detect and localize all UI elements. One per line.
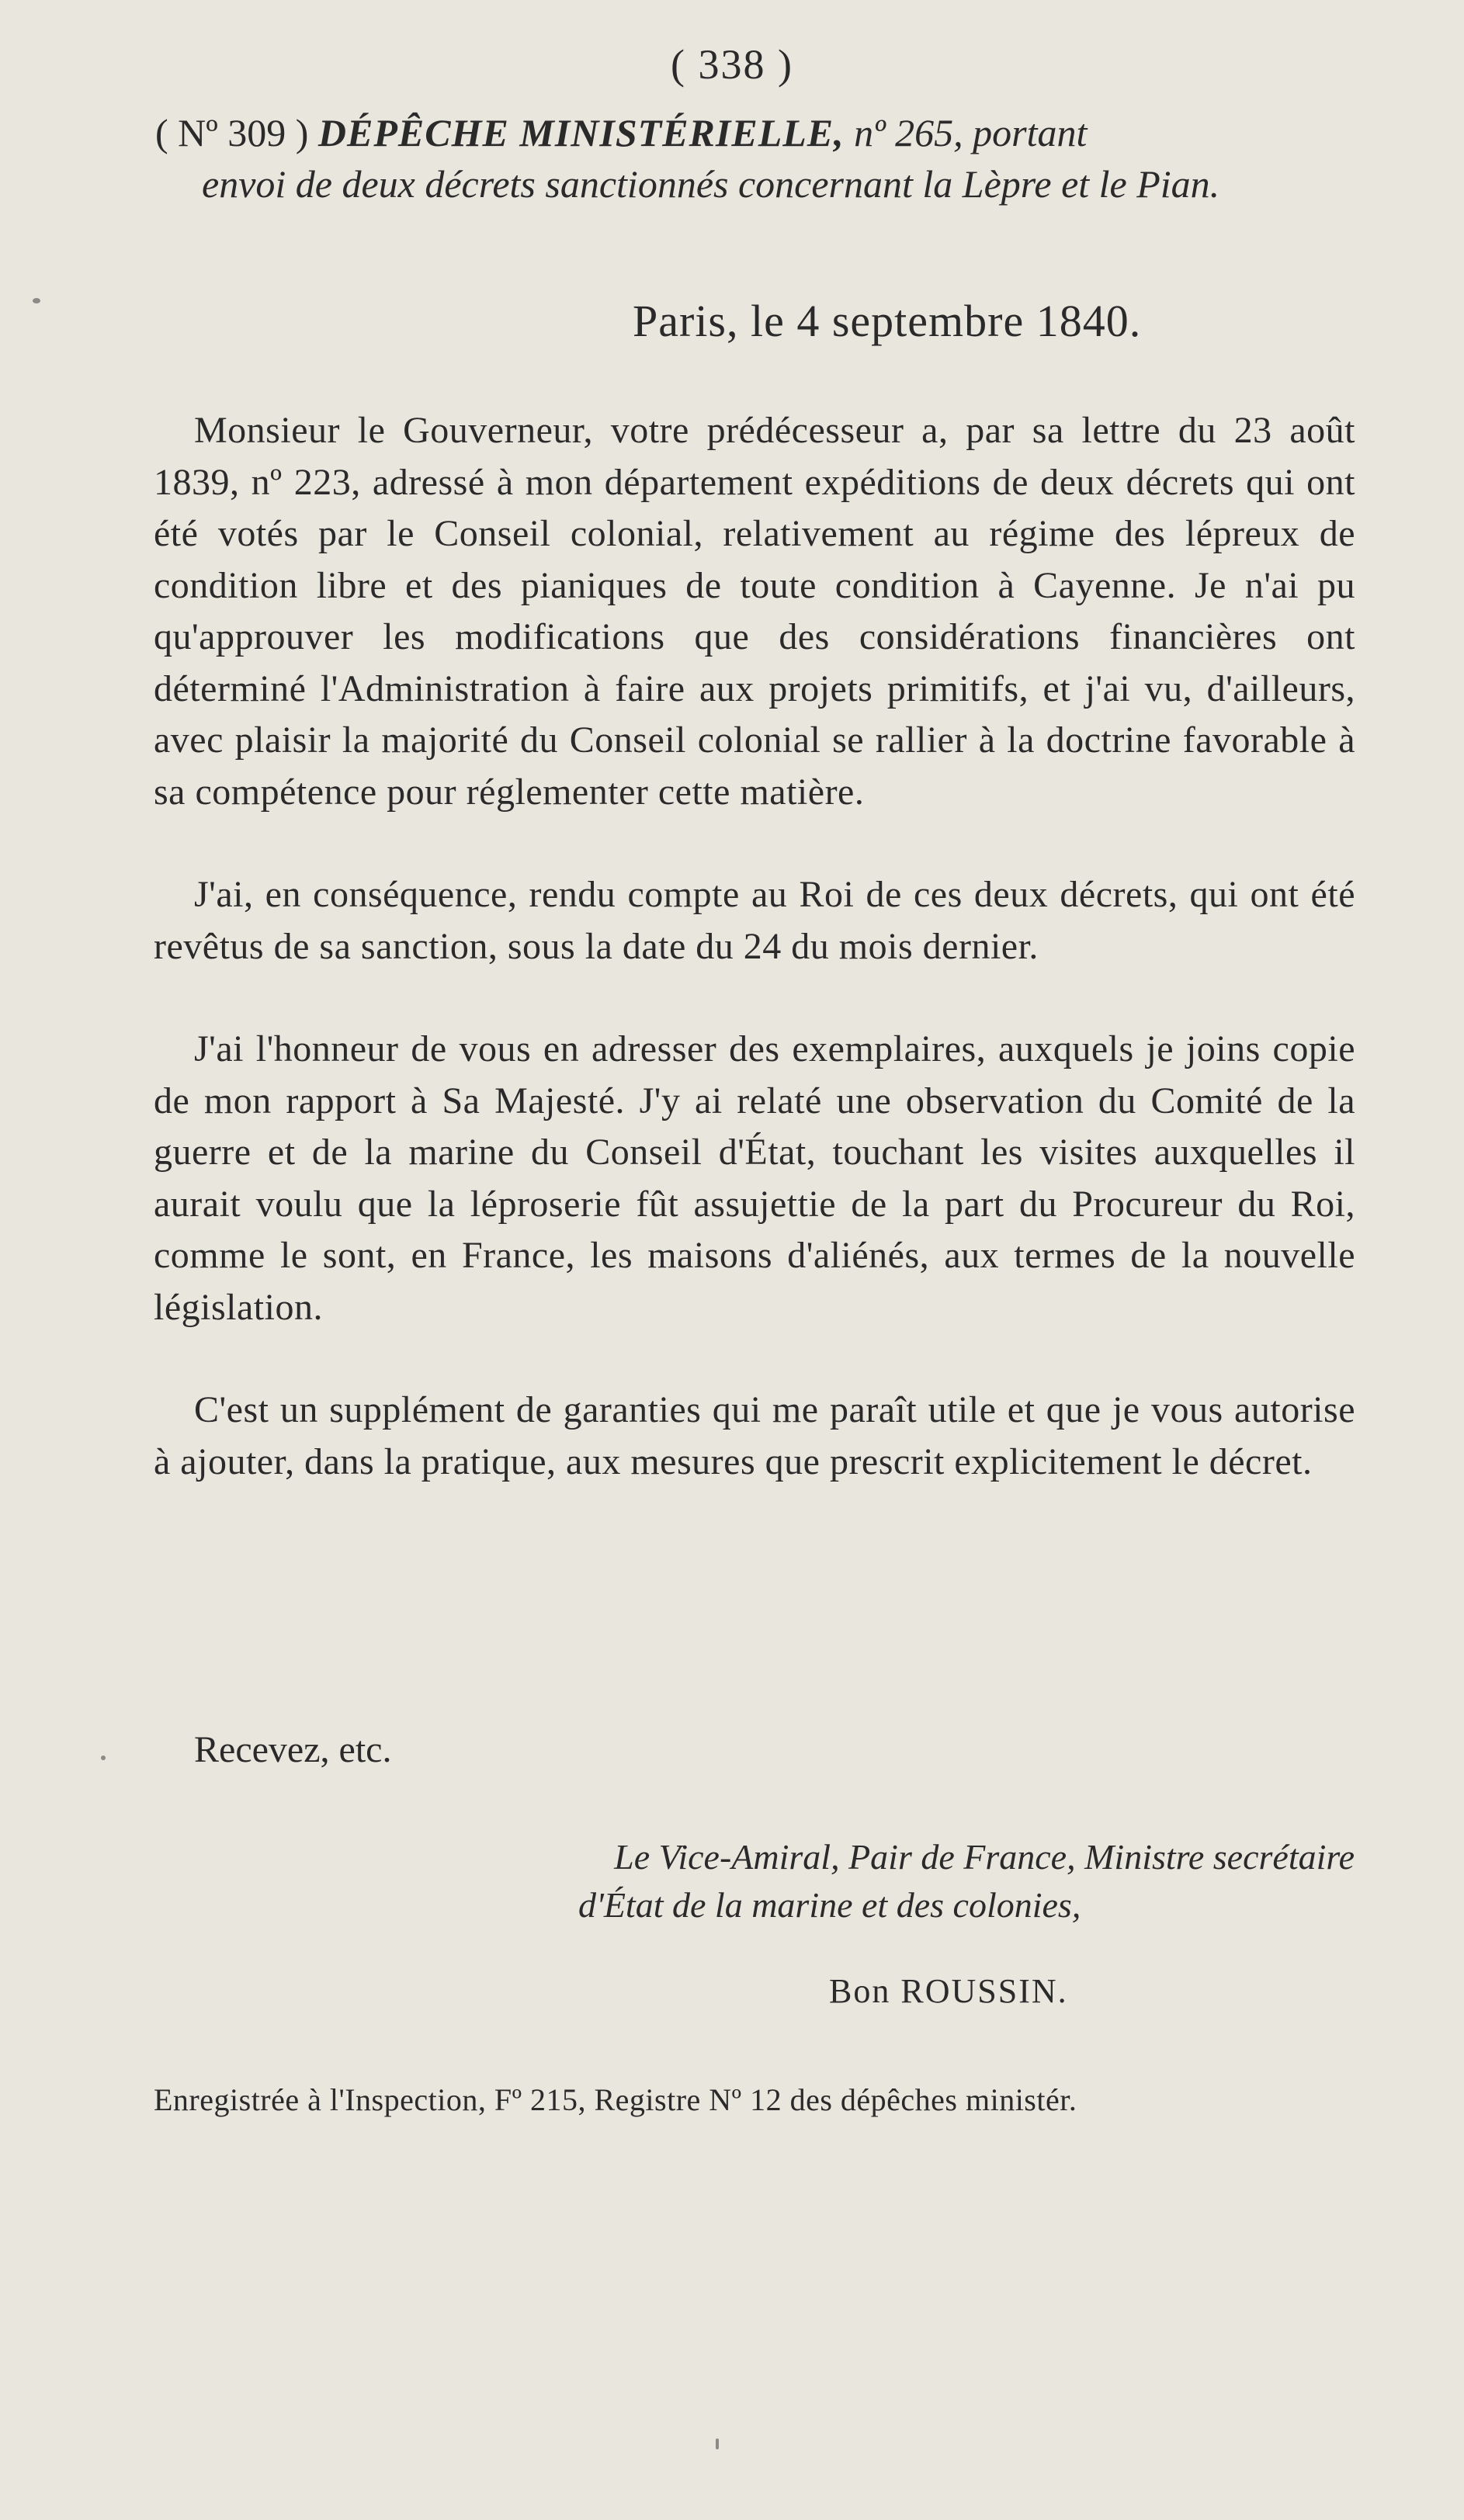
paragraph-4: C'est un supplément de garanties qui me paraît utile et que je vous autorise à ajouter, dans la pratique, aux mesures que prescrit explicitement le décret.: [154, 1389, 1355, 1482]
dispatch-title-rest: nº 265, portant: [844, 111, 1088, 154]
signature-line-1: Le Vice-Amiral, Pair de France, Ministre secrétaire: [614, 1837, 1355, 1877]
paper-speck: [33, 298, 40, 303]
registration-note: Enregistrée à l'Inspection, Fº 215, Registre Nº 12 des dépêches ministér.: [154, 2082, 1077, 2117]
dateline: Paris, le 4 septembre 1840.: [633, 296, 1142, 346]
signature-title: [392, 1833, 1355, 1929]
signature-line-2: d'État de la marine et des colonies,: [578, 1885, 1081, 1925]
paper-speck: [716, 2439, 719, 2449]
paragraph-1: Monsieur le Gouverneur, votre prédécesseur a, par sa lettre du 23 août 1839, nº 223, adressé à mon département expéditions de deux décrets qui ont été votés par le Conseil colonial, relativement au régime des lépreux de condition libre et des pianiques de toute condition à Cayenne. Je n'ai pu qu'approuver les modifications que des considérations financières ont déterminé l'Administration à faire aux projets primitifs, et j'ai vu, d'ailleurs, avec plaisir la majorité du Conseil colonial se rallier à la doctrine favorable à sa compétence pour réglementer cette matière.: [154, 410, 1355, 813]
closing-formula: Recevez, etc.: [194, 1729, 392, 1770]
dispatch-subtitle: envoi de deux décrets sanctionnés concernant la Lèpre et le Pian.: [202, 162, 1220, 206]
page-number: ( 338 ): [671, 41, 793, 88]
paragraph-3: J'ai l'honneur de vous en adresser des exemplaires, auxquels je joins copie de mon rapport à Sa Majesté. J'y ai relaté une observation du Comité de la guerre et de la marine du Conseil d'État, touchant les visites auxquelles il aurait voulu que la léproserie fût assujettie de la part du Procureur du Roi, comme le sont, en France, les maisons d'aliénés, aux termes de la nouvelle législation.: [154, 1028, 1355, 1328]
letter-body: [154, 405, 1355, 1539]
dispatch-number: ( Nº 309 ): [155, 111, 318, 154]
dispatch-title: DÉPÊCHE MINISTÉRIELLE,: [317, 111, 845, 154]
dispatch-heading: [155, 107, 1366, 210]
signer-name: Bon ROUSSIN.: [829, 1972, 1068, 2010]
paper-speck: [101, 1756, 106, 1760]
paragraph-2: J'ai, en conséquence, rendu compte au Roi de ces deux décrets, qui ont été revêtus de sa sanction, sous la date du 24 du mois dernier.: [154, 874, 1355, 967]
